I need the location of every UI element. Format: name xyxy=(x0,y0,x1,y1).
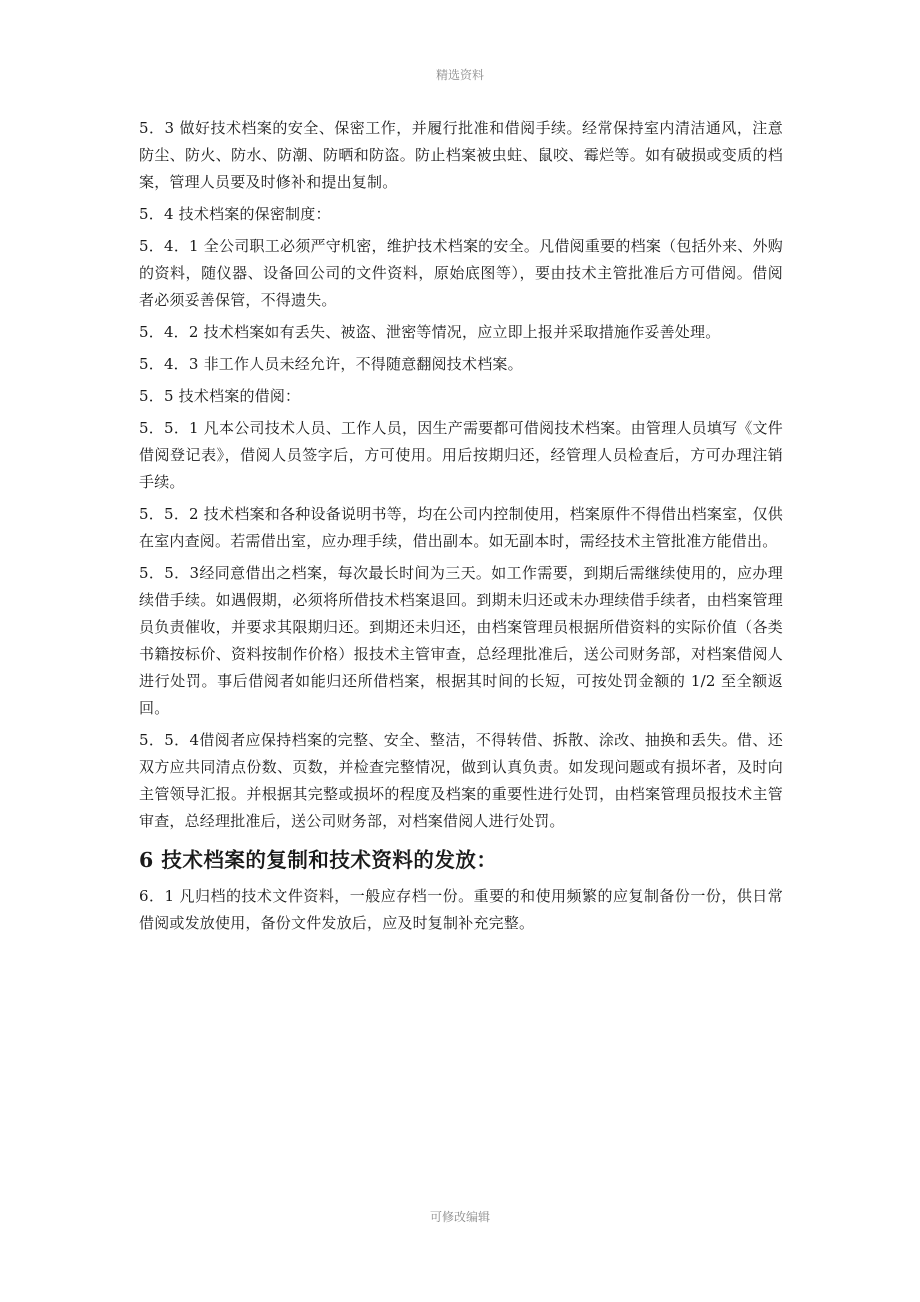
page-header: 精选资料 xyxy=(435,68,484,82)
paragraph-5-4-2: 5．4．2 技术档案如有丢失、被盗、泄密等情况，应立即上报并采取措施作妥善处理。 xyxy=(139,323,721,341)
paragraph-5-5-2: 5．5．2 技术档案和各种设备说明书等，均在公司内控制使用，档案原件不得借出档案室，仅供在室内查阅。若需借出室，应办理手续，借出副本。如无副本时，需经技术主管批准方能借出。 xyxy=(139,505,783,550)
paragraph-5-5-4: 5．5．4借阅者应保持档案的完整、安全、整洁，不得转借、拆散、涂改、抽换和丢失。借、还双方应共同清点份数、页数，并检查完整情况，做到认真负责。如发现问题或有损坏者，及时向主管领导汇报。并根据其完整或损坏的程度及档案的重要性进行处罚，由档案管理员报技术主管审查，总经理批准后，送公司财务部，对档案借阅人进行处罚。 xyxy=(139,731,783,830)
paragraph-5-5-1: 5．5．1 凡本公司技术人员、工作人员，因生产需要都可借阅技术档案。由管理人员填写《文件借阅登记表》，借阅人员签字后，方可使用。用后按期归还，经管理人员检查后，方可办理注销手续。 xyxy=(139,419,783,491)
paragraph-5-5-3: 5．5．3经同意借出之档案，每次最长时间为三天。如工作需要，到期后需继续使用的，应办理续借手续。如遇假期，必须将所借技术档案退回。到期未归还或未办理续借手续者，由档案管理员负责催收，并要求其限期归还。到期还未归还，由档案管理员根据所借资料的实际价值（各类书籍按标价、资料按制作价格）报技术主管审查，总经理批准后，送公司财务部，对档案借阅人进行处罚。事后借阅者如能归还所借档案，根据其时间的长短，可按处罚金额的 1/2 至全额返回。 xyxy=(139,564,783,717)
paragraph-6-1: 6．1 凡归档的技术文件资料，一般应存档一份。重要的和使用频繁的应复制备份一份，供日常借阅或发放使用，备份文件发放后，应及时复制补充完整。 xyxy=(139,887,783,932)
section-6-heading: 6 技术档案的复制和技术资料的发放： xyxy=(139,848,498,872)
document-body xyxy=(139,115,783,942)
paragraph-5-4-3: 5．4．3 非工作人员未经允许，不得随意翻阅技术档案。 xyxy=(139,355,523,373)
paragraph-5-3: 5．3 做好技术档案的安全、保密工作，并履行批准和借阅手续。经常保持室内清洁通风，注意防尘、防火、防水、防潮、防晒和防盗。防止档案被虫蛀、鼠咬、霉烂等。如有破损或变质的档案，管理人员要及时修补和提出复制。 xyxy=(139,119,783,191)
paragraph-5-5: 5．5 技术档案的借阅： xyxy=(139,387,301,405)
paragraph-5-4: 5．4 技术档案的保密制度： xyxy=(139,205,331,223)
page-footer: 可修改编辑 xyxy=(429,1210,490,1224)
paragraph-5-4-1: 5．4．1 全公司职工必须严守机密，维护技术档案的安全。凡借阅重要的档案（包括外来、外购的资料，随仪器、设备回公司的文件资料，原始底图等），要由技术主管批准后方可借阅。借阅者必须妥善保管，不得遗失。 xyxy=(139,237,783,309)
